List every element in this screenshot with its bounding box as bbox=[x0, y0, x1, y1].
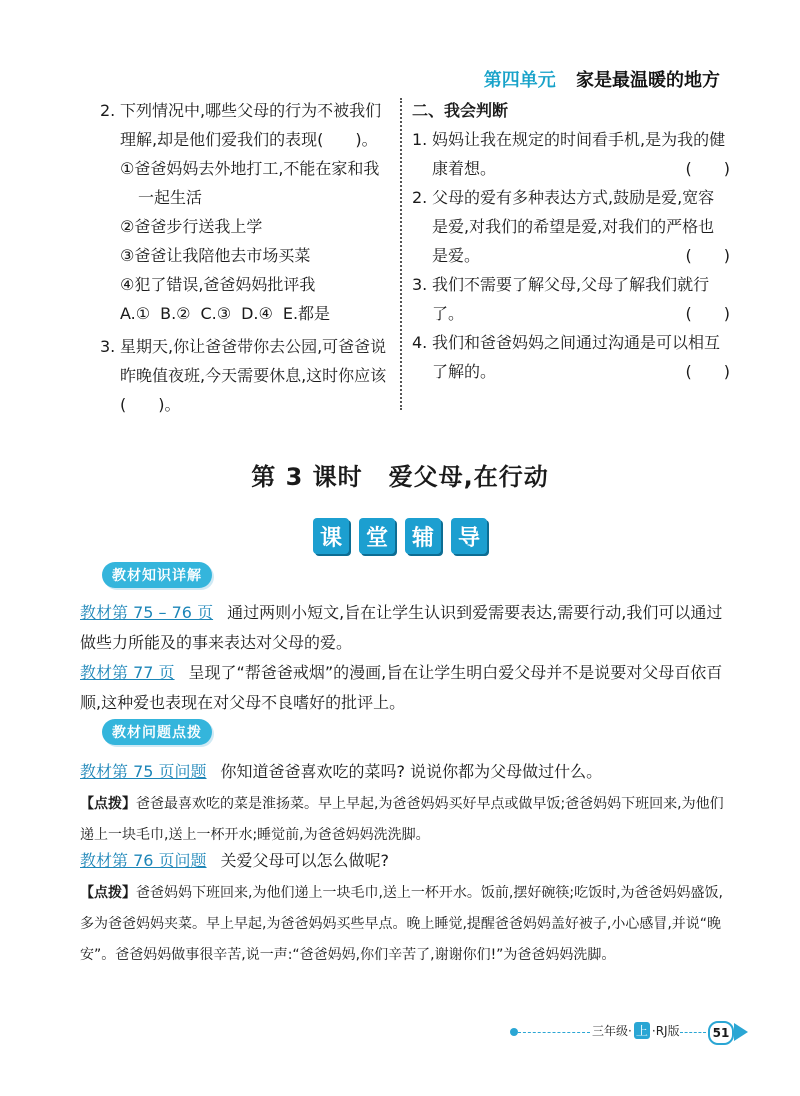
grade-label: 三年级· 上 ·RJ版 bbox=[592, 1024, 680, 1038]
classroom-guide-banner bbox=[0, 518, 800, 554]
lesson-title bbox=[0, 457, 800, 492]
banner-char: 辅 bbox=[405, 518, 441, 554]
judge-number: 3. bbox=[412, 275, 428, 294]
question-76 bbox=[80, 846, 725, 876]
paragraph-text: 呈现了“帮爸爸戒烟”的漫画,旨在让学生明白爱父母并不是说要对父母百依百顺,这种爱也表现在对父母不良嗜好的批评上。 bbox=[80, 663, 723, 712]
page-number: 51 bbox=[708, 1021, 734, 1045]
judge-section-title: 二、我会判断 bbox=[412, 101, 509, 120]
question-number: 3. bbox=[100, 337, 116, 356]
answer-blank: ( ) bbox=[685, 304, 730, 323]
grade-text: 三年级 bbox=[592, 1024, 629, 1038]
column-divider bbox=[400, 98, 402, 410]
lesson-name: 爱父母,在行动 bbox=[388, 463, 549, 491]
tip-text: 爸爸妈妈下班回来,为他们递上一块毛巾,送上一杯开水。饭前,摆好碗筷;吃饭时,为爸爸妈妈盛饭,多为爸爸妈妈夹菜。早上早起,为爸爸妈妈买些早点。晚上睡觉,提醒爸爸妈妈盖好被子,小心感冒,并说“晚安”。爸爸妈妈做事很辛苦,说一声:“爸爸妈妈,你们辛苦了,谢谢你们!”为爸爸妈妈洗脚。 bbox=[80, 885, 723, 963]
option-c: C.③ bbox=[200, 304, 232, 323]
answer-blank: ( ) bbox=[685, 159, 730, 178]
choice-item: ①爸爸妈妈去外地打工,不能在家和我 bbox=[120, 159, 380, 178]
unit-title: 家是最温暖的地方 bbox=[576, 70, 720, 91]
question-stem: 星期天,你让爸爸带你去公园,可爸爸说昨晚值夜班,今天需要休息,这时你应该( )。 bbox=[120, 337, 387, 414]
page-footer bbox=[510, 1020, 750, 1044]
paragraph-text: 通过两则小短文,旨在让学生认识到爱需要表达,需要行动,我们可以通过做些力所能及的事来表达对父母的爱。 bbox=[80, 603, 723, 652]
answer-options bbox=[100, 299, 392, 328]
banner-char: 堂 bbox=[359, 518, 395, 554]
choice-item: ③爸爸让我陪他去市场买菜 bbox=[120, 246, 311, 265]
tip-answer-1 bbox=[80, 789, 725, 851]
choice-item-cont: 一起生活 bbox=[138, 188, 203, 207]
section-tag-knowledge: 教材知识详解 bbox=[102, 562, 212, 588]
question-3 bbox=[100, 332, 392, 419]
term-badge: 上 bbox=[635, 1024, 648, 1038]
judge-text: 父母的爱有多种表达方式,鼓励是爱,宽容是爱,对我们的希望是爱,对我们的严格也是爱。 bbox=[432, 188, 715, 265]
left-column bbox=[100, 96, 392, 419]
unit-number: 第四单元 bbox=[483, 70, 556, 91]
knowledge-paragraph-1 bbox=[80, 598, 725, 658]
question-text: 你知道爸爸喜欢吃的菜吗? 说说你都为父母做过什么。 bbox=[220, 762, 603, 781]
judge-number: 4. bbox=[412, 333, 428, 352]
question-number: 2. bbox=[100, 101, 116, 120]
footer-dash-left bbox=[518, 1032, 590, 1033]
option-b: B.② bbox=[160, 304, 191, 323]
choice-item: ④犯了错误,爸爸妈妈批评我 bbox=[120, 275, 316, 294]
arrow-right-icon bbox=[734, 1023, 748, 1041]
tip-label: 【点拨】 bbox=[80, 885, 136, 901]
right-column bbox=[412, 96, 730, 386]
judge-item-1 bbox=[412, 125, 730, 183]
knowledge-paragraph-2 bbox=[80, 658, 725, 718]
tip-answer-2 bbox=[80, 878, 725, 971]
banner-char: 课 bbox=[313, 518, 349, 554]
question-stem: 下列情况中,哪些父母的行为不被我们理解,却是他们爱我们的表现( )。 bbox=[120, 101, 382, 149]
question-75 bbox=[80, 757, 725, 787]
textbook-ref-link: 教材第 75 – 76 页 bbox=[80, 603, 214, 622]
section-tag-questions: 教材问题点拨 bbox=[102, 719, 212, 745]
banner-char: 导 bbox=[451, 518, 487, 554]
option-a: A.① bbox=[120, 304, 151, 323]
textbook-ref-link: 教材第 77 页 bbox=[80, 663, 175, 682]
choice-item: ②爸爸步行送我上学 bbox=[120, 217, 263, 236]
unit-header bbox=[484, 66, 720, 92]
judge-item-2 bbox=[412, 183, 730, 270]
option-e: E.都是 bbox=[282, 304, 331, 323]
answer-blank: ( ) bbox=[685, 246, 730, 265]
judge-text: 我们不需要了解父母,父母了解我们就行了。 bbox=[432, 275, 710, 323]
judge-text: 我们和爸爸妈妈之间通过沟通是可以相互了解的。 bbox=[432, 333, 721, 381]
lesson-label: 第 3 课时 bbox=[251, 463, 363, 491]
question-text: 关爱父母可以怎么做呢? bbox=[220, 851, 390, 870]
judge-number: 1. bbox=[412, 130, 428, 149]
tip-text: 爸爸最喜欢吃的菜是淮扬菜。早上早起,为爸爸妈妈买好早点或做早饭;爸爸妈妈下班回来,为他们递上一块毛巾,送上一杯开水;睡觉前,为爸爸妈妈洗洗脚。 bbox=[80, 796, 724, 843]
footer-dot bbox=[510, 1028, 518, 1036]
option-d: D.④ bbox=[241, 304, 273, 323]
textbook-ref-link: 教材第 75 页问题 bbox=[80, 762, 207, 781]
judge-item-4 bbox=[412, 328, 730, 386]
textbook-ref-link: 教材第 76 页问题 bbox=[80, 851, 207, 870]
judge-item-3 bbox=[412, 270, 730, 328]
edition-text: RJ版 bbox=[655, 1024, 680, 1038]
judge-number: 2. bbox=[412, 188, 428, 207]
tip-label: 【点拨】 bbox=[80, 796, 136, 812]
footer-dash-right bbox=[680, 1032, 706, 1033]
answer-blank: ( ) bbox=[685, 362, 730, 381]
judge-text: 妈妈让我在规定的时间看手机,是为我的健康着想。 bbox=[432, 130, 726, 178]
question-2 bbox=[100, 96, 392, 154]
